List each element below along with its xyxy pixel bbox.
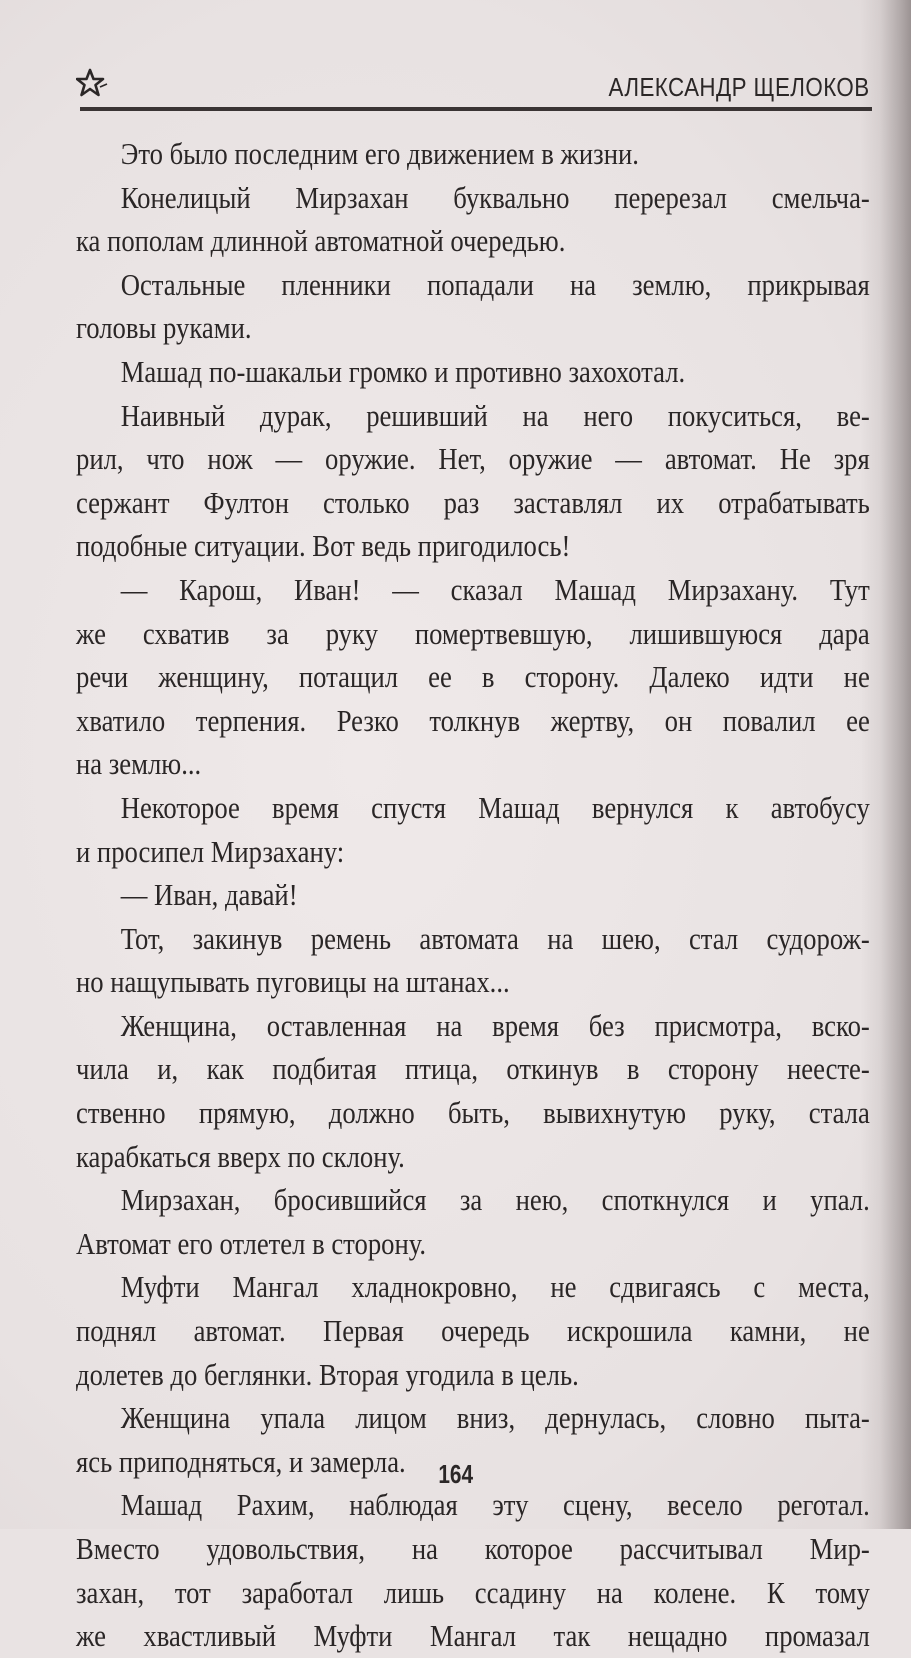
text-line: хватило терпения. Резко толкнув жертву, он повалил ее bbox=[76, 702, 870, 738]
text-line: Муфти Мангал хладнокровно, не сдвигаясь с места, bbox=[120, 1269, 870, 1305]
text-line: но нащупывать пуговицы на штанах... bbox=[76, 964, 510, 1000]
star-outline-icon bbox=[76, 68, 110, 98]
text-line: подобные ситуации. Вот ведь пригодилось! bbox=[76, 528, 571, 564]
text-line: Конелицый Мирзахан буквально перерезал смельча- bbox=[120, 179, 870, 215]
text-line: Машад по-шакальи громко и противно захохотал. bbox=[120, 353, 686, 389]
text-line: сержант Фултон столько раз заставлял их отрабатывать bbox=[76, 484, 870, 520]
text-line: же схватив за руку помертвевшую, лишившуюся дара bbox=[76, 615, 870, 651]
text-line: долетев до беглянки. Вторая угодила в цель. bbox=[76, 1356, 579, 1392]
author-name: АЛЕКСАНДР ЩЕЛОКОВ bbox=[608, 72, 870, 102]
text-line: же хвастливый Муфти Мангал так нещадно промазал bbox=[76, 1618, 870, 1654]
text-line: Остальные пленники попадали на землю, прикрывая bbox=[120, 266, 870, 302]
text-line: ственно прямую, должно быть, вывихнутую руку, стала bbox=[76, 1095, 870, 1131]
text-line: Тот, закинув ремень автомата на шею, стал судорож- bbox=[120, 920, 870, 956]
text-line: ка пополам длинной автоматной очередью. bbox=[76, 223, 566, 259]
text-line: поднял автомат. Первая очередь искрошила камни, не bbox=[76, 1313, 870, 1349]
text-line: Машад Рахим, наблюдая эту сцену, весело реготал. bbox=[120, 1487, 870, 1523]
text-line: головы руками. bbox=[76, 310, 252, 346]
text-line: и просипел Мирзахану: bbox=[76, 833, 345, 869]
header-rule bbox=[80, 107, 872, 111]
text-line: чила и, как подбитая птица, откинув в сторону неесте- bbox=[76, 1051, 870, 1087]
text-line: — Карош, Иван! — сказал Машад Мирзахану. Тут bbox=[120, 571, 870, 607]
text-line: карабкаться вверх по склону. bbox=[76, 1138, 405, 1174]
text-line: Женщина упала лицом вниз, дернулась, словно пыта- bbox=[120, 1400, 870, 1436]
text-line: Наивный дурак, решивший на него покуситься, ве- bbox=[120, 397, 870, 433]
text-line: Женщина, оставленная на время без присмотра, вско- bbox=[120, 1007, 870, 1043]
text-line: Автомат его отлетел в сторону. bbox=[76, 1225, 427, 1261]
text-line: Это было последним его движением в жизни. bbox=[120, 136, 639, 171]
text-line: ясь приподняться, и замерла. bbox=[76, 1443, 406, 1479]
running-header bbox=[76, 62, 870, 104]
text-line: на землю... bbox=[76, 746, 202, 782]
text-line: Мирзахан, бросившийся за нею, споткнулся и упал. bbox=[120, 1182, 870, 1218]
text-line: Вместо удовольствия, на которое рассчитывал Мир- bbox=[76, 1531, 870, 1566]
text-line: — Иван, давай! bbox=[120, 877, 298, 913]
page-number: 164 bbox=[438, 1459, 473, 1489]
text-line: рил, что нож — оружие. Нет, оружие — автомат. Не зря bbox=[76, 441, 870, 477]
text-line: Некоторое время спустя Машад вернулся к автобусу bbox=[120, 789, 870, 825]
body-text bbox=[76, 132, 870, 1658]
text-line: речи женщину, потащил ее в сторону. Далеко идти не bbox=[76, 659, 870, 695]
text-line: захан, тот заработал лишь ссадину на колене. К тому bbox=[76, 1574, 870, 1610]
